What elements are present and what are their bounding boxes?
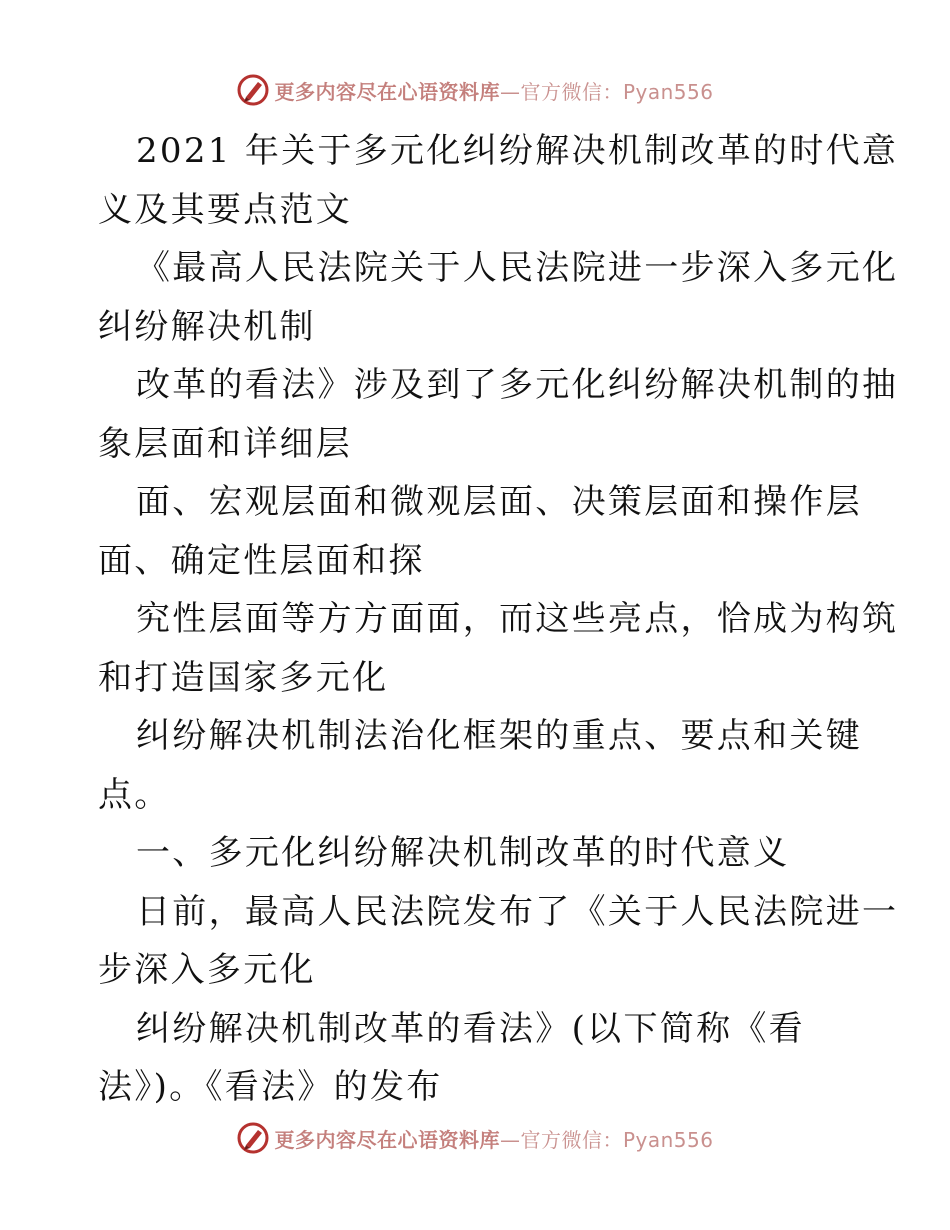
text-line: 纠纷解决机制改革的看法》(以下简称《看 bbox=[136, 1008, 805, 1049]
text-line: 义及其要点范文 bbox=[98, 189, 353, 230]
text-line: 面、宏观层面和微观层面、决策层面和操作层 bbox=[136, 482, 862, 522]
text-line: 和打造国家多元化 bbox=[98, 657, 389, 698]
text-line: 纠纷解决机制法治化框架的重点、要点和关键 bbox=[136, 716, 862, 756]
text-line: 究性层面等方方面面，而这些亮点，恰成为构筑 bbox=[136, 599, 899, 639]
text-line: 步深入多元化 bbox=[98, 950, 316, 990]
watermark-text: 更多内容尽在心语资料库—官方微信：Pyan556 bbox=[274, 1127, 714, 1152]
text-line: 2021 年关于多元化纠纷解决机制改革的时代意 bbox=[136, 131, 899, 171]
text-line: 点。 bbox=[98, 774, 171, 815]
text-line: 象层面和详细层 bbox=[98, 423, 353, 464]
text-line: 《最高人民法院关于人民法院进一步深入多元化 bbox=[136, 248, 899, 288]
document-body bbox=[98, 122, 899, 1117]
text-line: 一、多元化纠纷解决机制改革的时代意义 bbox=[136, 833, 790, 873]
pen-logo-icon bbox=[236, 1121, 270, 1155]
text-line: 改革的看法》涉及到了多元化纠纷解决机制的抽 bbox=[136, 365, 899, 405]
text-line: 纠纷解决机制 bbox=[98, 306, 316, 347]
text-line: 面、确定性层面和探 bbox=[98, 540, 425, 581]
text-line: 日前，最高人民法院发布了《关于人民法院进一 bbox=[136, 891, 899, 932]
header-watermark bbox=[0, 70, 950, 110]
watermark-text: 更多内容尽在心语资料库—官方微信：Pyan556 bbox=[274, 79, 714, 104]
text-line: 法》)。《看法》的发布 bbox=[98, 1067, 443, 1107]
footer-watermark bbox=[0, 1118, 950, 1158]
pen-logo-icon bbox=[236, 73, 270, 107]
